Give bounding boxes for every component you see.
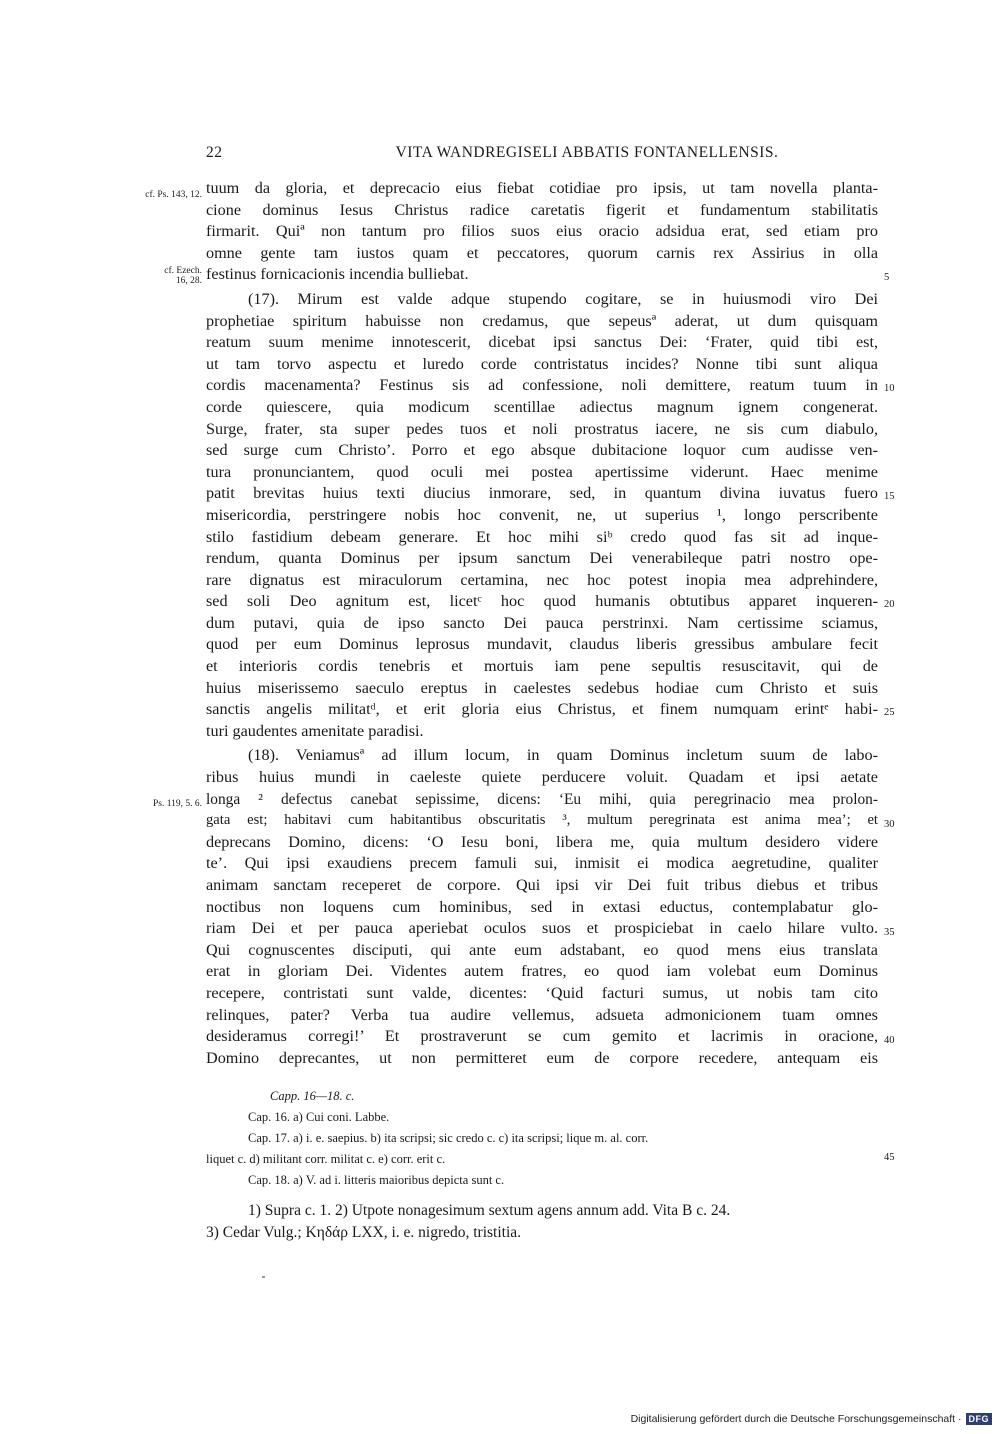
line-number: 35 [884,927,895,938]
line-number: 25 [884,707,895,718]
text-line: huius miserissemo saeculo ereptus in caelestes sedebus hodiae cum Christo et suis [206,678,878,697]
text-line: sed surge cum Christo’. Porro et ego absque dubitacione loquor cum audisse ven- [206,441,878,460]
text-line: prophetiae spiritum habuisse non credamus, que sepeusª aderat, ut dum quisquam [206,311,878,330]
margin-reference: cf. Ezech. [164,266,202,276]
text-line: cione dominus Iesus Christus radice caretatis figerit et fundamentum stabilitatis [206,200,878,219]
text-line: patit brevitas huius texti diucius inmorare, sed, in quantum divina iuvatus fuero [206,484,878,503]
margin-reference: 16, 28. [175,276,202,286]
page-number: 22 [206,144,223,161]
footnote-line: 3) Cedar Vulg.; Κηδάρ LXX, i. e. nigredo, tristitia. [206,1224,522,1241]
text-line: animam sanctam receperet de corpore. Qui ipsi vir Dei fuit tribus diebus et tribus [206,876,878,894]
apparatus-line: Cap. 18. a) V. ad i. litteris maioribus depicta sunt c. [248,1173,505,1187]
line-number: 45 [884,1152,895,1163]
text-line: riam Dei et per pauca aperiebat oculos suos et prospiciebat in caelo hilare vulto. [206,919,878,938]
text-line: firmarit. Quiª non tantum pro filios suos eius oracio adsidua erat, sed etiam pro [206,222,878,241]
text-line: ribus huius mundi in caeleste quiete perducere voluit. Quadam et ipsi aetate [206,768,878,787]
text-line: rare dignatus est miraculorum certamina, nec hoc potest inopia mea adprehindere, [206,570,878,589]
text-line: corde quiescere, quia modicum scentillae adiectus magnum ignem congenerat. [206,397,878,416]
text-line: (18). Veniamusª ad illum locum, in quam Dominus incletum suum de labo- [248,746,878,765]
text-line: dum putavi, quia de ipso sancto Dei pauca perstrinxi. Nam certissime sciamus, [206,613,878,632]
text-line: Surge, frater, sta super pedes tuos et noli prostratus iacere, ne sis cum diabulo, [206,419,878,438]
running-title: VITA WANDREGISELI ABBATIS FONTANELLENSIS. [395,144,779,161]
text-line: tuum da gloria, et deprecacio eius fiebat cotidiae pro ipsis, ut tam novella planta- [206,179,878,197]
text-line: stilo fastidium debeam generare. Et hoc mihi siᵇ credo quod fas sit ad inque- [206,527,878,546]
text-line: ut tam torvo aspectu et luredo corde contristatus incides? Nonne tibi sunt aliqua [206,354,878,373]
paragraph-18 [206,745,878,1069]
text-line: gata est; habitavi cum habitantibus obscuritatis ³, multum peregrinata est anima mea’; et [206,812,878,829]
critical-apparatus [206,1086,878,1191]
text-line: sed soli Deo agnitum est, licetᶜ hoc quod humanis obtutibus apparet inqueren- [206,592,878,611]
apparatus-line: Cap. 17. a) i. e. saepius. b) ita scripsi; sic credo c. c) ita scripsi; lique m. al. corr. [248,1131,649,1145]
text-line: desideramus corregi!’ Et prostraverunt se cum gemito et lacrimis in oracione, [206,1027,878,1046]
text-line: noctibus non loquens cum hominibus, sed in extasi eductus, contemplabatur glo- [206,897,878,916]
paragraph-continuation [206,178,878,286]
line-number: 40 [884,1035,895,1046]
apparatus-line: Capp. 16—18. c. [270,1089,355,1103]
line-number: 15 [884,491,895,502]
dfg-logo: DFG [966,1413,993,1425]
text-line: Domino deprecantes, ut non permitteret eum de corpore recedere, antequam eis [206,1048,878,1067]
text-line: sanctis angelis militatᵈ, et erit gloria eius Christus, et finem numquam erintᵉ habi- [206,700,878,719]
credit-text: Digitalisierung gefördert durch die Deutsche Forschungsgemeinschaft · [630,1413,962,1425]
main-text [206,178,878,1069]
text-line: et interioris cordis tenebris et mortuis iam pene sepultis resuscitavit, qui de [206,657,878,676]
running-header [206,144,878,166]
text-line: misericordia, perstringere nobis hoc convenit, ne, ut superius ¹, longo perscribente [206,505,878,524]
paragraph-17 [206,289,878,742]
text-line: quod per eum Dominus leprosus mundavit, claudus liberis gressibus ambulare fecit [206,635,878,654]
footnote-line: 1) Supra c. 1. 2) Utpote nonagesimum sextum agens annum add. Vita B c. 24. [248,1202,731,1219]
text-line: te’. Qui ipsi exaudiens precem famuli sui, inmisit ei modica aegretudine, qualiter [206,854,878,873]
footnotes [206,1200,878,1244]
text-line: Qui cognuscentes disciputi, qui ante eum adstabant, eo quod mens eius translata [206,940,878,959]
apparatus-line: liquet c. d) militant corr. militat c. e) corr. erit c. [206,1152,446,1166]
line-number: 5 [884,272,890,283]
text-line: recepere, contristati sunt valde, dicentes: ‘Quid facturi sumus, ut nobis tam cito [206,983,878,1002]
margin-reference: cf. Ps. 143, 12. [145,190,202,200]
margin-reference: Ps. 119, 5. 6. [152,799,202,809]
speck [262,1276,265,1278]
text-line: relinques, pater? Verba tua audire vellemus, adsueta admonicionem tuam omnes [206,1005,878,1024]
text-line: omne gente tam iustos quam et peccatores, quorum carnis rex Assirius in olla [206,243,878,262]
text-line: (17). Mirum est valde adque stupendo cogitare, se in huiusmodi viro Dei [248,289,878,308]
text-line: tura pronunciantem, quod oculi mei postea apertissime viderunt. Haec menime [206,462,878,481]
line-number: 20 [884,599,895,610]
digitization-credit [631,1413,992,1425]
apparatus-line: Cap. 16. a) Cui coni. Labbe. [248,1110,390,1124]
text-line: longa ² defectus canebat sepissime, dicens: ‘Eu mihi, quia peregrinacio mea prolon- [206,790,878,808]
text-line: deprecans Domino, dicens: ‘O Iesu boni, libera me, quia multum desidero videre [206,832,878,851]
text-line: festinus fornicacionis incendia bulliebat. [206,265,469,284]
text-line: rendum, quanta Dominus per ipsum sanctum Dei venerabileque patri nostro ope- [206,549,878,568]
text-line: erat in gloriam Dei. Videntes autem fratres, eo quod iam volebat eum Dominus [206,962,878,981]
text-line: reatum suum menime innotescerit, dicebat ipsi sanctus Dei: ‘Frater, quid tibi est, [206,333,878,352]
text-line: turi gaudentes amenitate paradisi. [206,721,424,740]
line-number: 30 [884,819,895,830]
text-line: cordis macenamenta? Festinus sis ad confessione, noli demittere, reatum tuum in [206,376,878,395]
line-number: 10 [884,383,895,394]
